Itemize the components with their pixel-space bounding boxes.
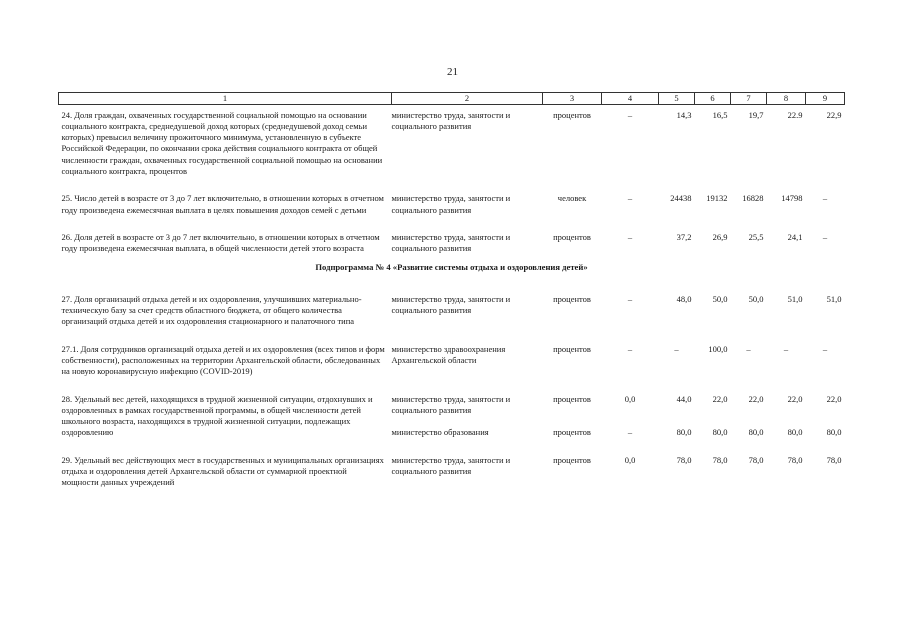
header-col-8: 8 bbox=[767, 93, 806, 105]
value-col-9: – bbox=[822, 231, 828, 242]
value-col-8: 51,0 bbox=[787, 293, 803, 304]
value-col-8: 24,1 bbox=[787, 231, 803, 242]
header-col-3: 3 bbox=[543, 93, 602, 105]
indicator-name: 29. Удельный вес действующих мест в государственных и муниципальных организациях отдыха и оздоровления детей Архангельской области от суммарной проектной мощности данных учреждений bbox=[61, 454, 384, 488]
unit: процентов bbox=[553, 109, 591, 120]
executor-2: министерство образования bbox=[391, 427, 489, 438]
unit-2: процентов bbox=[553, 427, 591, 438]
value-col-8: 22.9 bbox=[787, 109, 803, 120]
value-col-7: – bbox=[746, 343, 751, 354]
value-col-5: 37,2 bbox=[676, 231, 692, 242]
value-col-5: 48,0 bbox=[676, 293, 692, 304]
value-col-6: 80,0 bbox=[712, 427, 728, 438]
value-col-9: 22,9 bbox=[826, 109, 842, 120]
value-col-5: – bbox=[674, 343, 679, 354]
value-col-5: 14,3 bbox=[676, 109, 692, 120]
indicator-name: 24. Доля граждан, охваченных государственной социальной помощью на основании социального контракта, среднедушевой доход которых (среднедушевой доход семьи которых) превысил величину прожиточного минимума, установленную в субъекте Российской Федерации, по окончании срока действия социального контракта от общей численности граждан, охваченных государственной социальной помощью на основании социального контракта, процентов bbox=[61, 109, 383, 176]
value-col-4: – bbox=[627, 343, 633, 354]
executor: министерство труда, занятости и социального развития bbox=[391, 393, 511, 415]
value-col-7: 80,0 bbox=[748, 427, 764, 438]
value-col-6: 78,0 bbox=[712, 454, 728, 465]
value-col-8: – bbox=[783, 343, 789, 354]
executor: министерство здравоохранения Архангельской области bbox=[391, 343, 506, 365]
unit: процентов bbox=[553, 393, 591, 404]
value-col-6: 100,0 bbox=[708, 343, 728, 354]
indicator-name: 26. Доля детей в возрасте от 3 до 7 лет включительно, в отношении которых в отчетном году произведена ежемесячная выплата, в общей численности детей этого возраста bbox=[61, 231, 380, 254]
table-row bbox=[59, 344, 845, 378]
value-col-9: 51,0 bbox=[826, 293, 842, 304]
value-col-6: 50,0 bbox=[712, 293, 728, 304]
table-row bbox=[59, 455, 845, 489]
header-col-4: 4 bbox=[602, 93, 659, 105]
indicator-name: 25. Число детей в возрасте от 3 до 7 лет включительно, в отношении которых в отчетном году произведена ежемесячная выплата в целях повышения доходов семей с детьми bbox=[61, 193, 384, 215]
subprogram-title: Подпрограмма № 4 «Развитие системы отдыха и оздоровления детей» bbox=[315, 262, 588, 273]
value-col-8: 80,0 bbox=[787, 427, 803, 438]
value-col-9: – bbox=[822, 343, 828, 354]
executor: министерство труда, занятости и социального развития bbox=[391, 454, 511, 477]
indicator-name: 27. Доля организаций отдыха детей и их оздоровления, улучшивших материально-техническую базу за счет средств областного бюджета, от общего количества организаций отдыха детей и их оздоровления стационарного и палаточного типа bbox=[61, 293, 362, 327]
value-col-6: 22,0 bbox=[712, 393, 728, 404]
header-col-1: 1 bbox=[59, 93, 392, 105]
value-col-5: 80,0 bbox=[676, 427, 692, 438]
table-row bbox=[59, 394, 845, 424]
page-number: 21 bbox=[447, 66, 458, 78]
value-col-5: 78,0 bbox=[676, 454, 692, 465]
column-number-header bbox=[59, 93, 845, 105]
value-col-9: 22,0 bbox=[826, 393, 842, 404]
value-col-7: 19,7 bbox=[748, 109, 764, 120]
unit: процентов bbox=[553, 454, 591, 465]
unit: процентов bbox=[553, 231, 591, 242]
table-row bbox=[59, 193, 845, 216]
executor: министерство труда, занятости и социального развития bbox=[391, 231, 511, 254]
unit: процентов bbox=[553, 343, 591, 354]
table-row bbox=[59, 232, 845, 255]
value-col-6: 26,9 bbox=[712, 231, 728, 242]
value-col-4: – bbox=[627, 293, 633, 304]
value-col-7: 16828 bbox=[742, 193, 764, 204]
value-col-8: 78,0 bbox=[787, 454, 803, 465]
value-col-5: 24438 bbox=[670, 193, 692, 204]
header-col-6: 6 bbox=[695, 93, 731, 105]
value-col-4: – bbox=[627, 231, 633, 242]
indicator-name: 27.1. Доля сотрудников организаций отдыха детей и их оздоровления (всех типов и форм собственности), расположенных на территории Архангельской области, обследованных на новую коронавирусную инфекцию (COVID-2019) bbox=[61, 343, 385, 377]
value-col-4: – bbox=[627, 109, 633, 120]
value-col-6: 16,5 bbox=[712, 109, 728, 120]
executor: министерство труда, занятости и социального развития bbox=[391, 109, 511, 131]
value-col-6: 19132 bbox=[706, 193, 728, 204]
indicator-name: 28. Удельный вес детей, находящихся в трудной жизненной ситуации, отдохнувших и оздоровленных в рамках государственной программы, в общей численности детей школьного возраста, находящихся в трудной жизненной ситуации, подлежащих оздоровлению bbox=[61, 393, 373, 438]
value-col-7: 50,0 bbox=[748, 293, 764, 304]
header-col-2: 2 bbox=[392, 93, 543, 105]
value-col-8: 14798 bbox=[781, 193, 803, 204]
value-col-7: 22,0 bbox=[748, 393, 764, 404]
value-col-9: 80,0 bbox=[826, 427, 842, 438]
value-col-9: – bbox=[822, 193, 828, 204]
executor: министерство труда, занятости и социального развития bbox=[391, 193, 511, 215]
value-col-7: 25,5 bbox=[748, 231, 764, 242]
value-col-5: 44,0 bbox=[676, 393, 692, 404]
value-col-4: 0,0 bbox=[624, 454, 636, 465]
value-col-7: 78,0 bbox=[748, 454, 764, 465]
table-row bbox=[59, 110, 845, 178]
value-col-4: 0,0 bbox=[624, 393, 636, 404]
value-col-4: – bbox=[627, 427, 633, 438]
value-col-9: 78,0 bbox=[826, 454, 842, 465]
indicators-table bbox=[58, 92, 845, 489]
header-col-5: 5 bbox=[659, 93, 695, 105]
header-col-9: 9 bbox=[806, 93, 845, 105]
header-col-7: 7 bbox=[731, 93, 767, 105]
subprogram-heading-row bbox=[59, 254, 845, 277]
value-col-8: 22,0 bbox=[787, 393, 803, 404]
unit: человек bbox=[557, 193, 587, 204]
table-row bbox=[59, 294, 845, 328]
unit: процентов bbox=[553, 293, 591, 304]
value-col-4: – bbox=[627, 193, 633, 204]
executor: министерство труда, занятости и социального развития bbox=[391, 293, 511, 316]
